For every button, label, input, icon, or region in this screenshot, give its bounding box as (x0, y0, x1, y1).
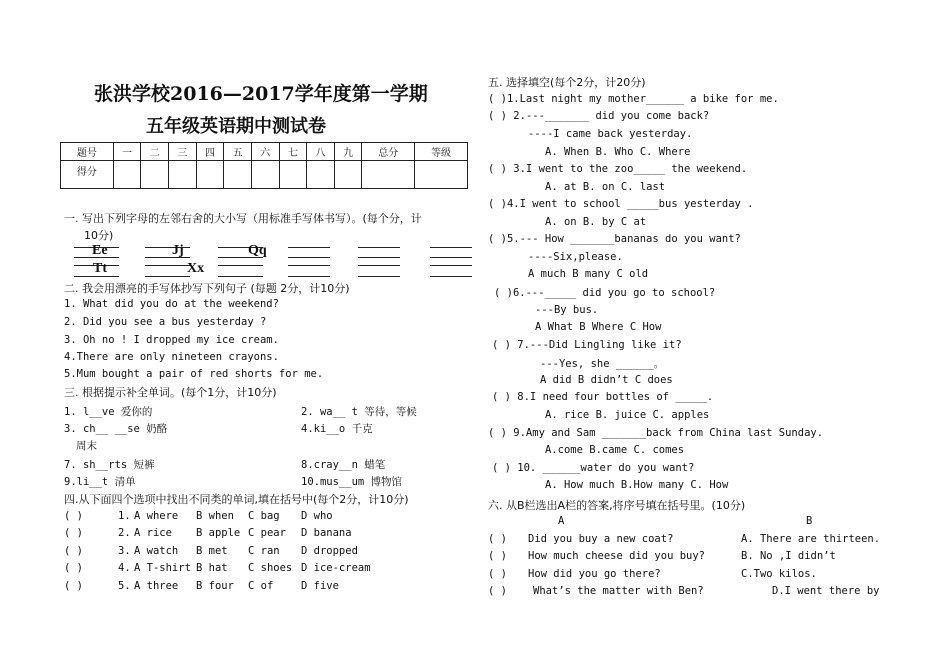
letter-xx: Xx (187, 261, 205, 276)
option-b: B met (196, 545, 228, 557)
mc-options: A. rice B. juice C. apples (545, 409, 710, 421)
word-item: 8.cray__n 蜡笔 (301, 459, 386, 471)
mc-options: A. How much B.How many C. How (545, 479, 729, 491)
option-d: D five (301, 580, 339, 592)
mc-options: A. on B. by C at (545, 216, 647, 228)
section1-heading: 一. 写出下列字母的左邻右舍的大小写（用标准手写体书写）。(每个分，计 (64, 212, 422, 225)
mc-line: ---By bus. (535, 304, 599, 316)
score-input-cell[interactable] (141, 161, 169, 189)
exam-subtitle: 五年级英语期中测试卷 (146, 116, 326, 137)
score-input-cell[interactable] (113, 161, 141, 189)
mc-options: A What B Where C How (535, 321, 662, 333)
item-number: 1. (118, 510, 131, 522)
item-number: 2. (118, 527, 131, 539)
column-b-label: B (806, 515, 813, 527)
mc-line: ( )5.--- How _______bananas do you want? (488, 233, 741, 245)
option-d: D ice-cream (301, 562, 371, 574)
section4-heading: 四.从下面四个选项中找出不同类的单词,填在括号中(每个2分，计10分) (64, 493, 409, 506)
score-table-header-cell: 七 (279, 143, 307, 161)
word-item: 周末 (76, 440, 97, 452)
score-input-cell[interactable] (251, 161, 279, 189)
letter-qq: Qq (248, 243, 267, 258)
column-a-label: A (558, 515, 565, 527)
mc-line: ( ) 10. ______water do you want? (492, 462, 695, 474)
match-paren[interactable]: ( ) (488, 550, 507, 562)
option-c: C of (248, 580, 274, 592)
mc-line: ( )6.---_____ did you go to school? (494, 287, 716, 299)
letter-ee: Ee (92, 243, 108, 258)
mc-line: ( ) 8.I need four bottles of _____. (492, 391, 714, 403)
option-d: D dropped (301, 545, 358, 557)
mc-line: ( ) 2.---_______ did you come back? (488, 110, 710, 122)
score-input-cell[interactable] (334, 161, 362, 189)
score-table-header-cell: 等级 (415, 143, 468, 161)
item-number: 5. (118, 580, 131, 592)
option-b: B when (196, 510, 234, 522)
section6-heading: 六. 从B栏选出A栏的答案,将序号填在括号里。(10分) (488, 499, 746, 512)
match-answer: C.Two kilos. (741, 568, 817, 580)
word-item: 7. sh__rts 短裤 (64, 459, 155, 471)
sentence-item: 2. Did you see a bus yesterday ? (64, 316, 267, 328)
match-paren[interactable]: ( ) (488, 585, 507, 597)
word-item: 3. ch__ __se 奶酪 (64, 423, 168, 435)
match-question: How much cheese did you buy? (528, 550, 706, 562)
section5-heading: 五. 选择填空(每个2分，计20分) (488, 76, 646, 89)
match-question: How did you go there? (528, 568, 661, 580)
option-d: D who (301, 510, 333, 522)
item-number: 4. (118, 562, 131, 574)
score-input-cell[interactable] (169, 161, 197, 189)
mc-options: A did B didn’t C does (540, 374, 673, 386)
score-input-cell[interactable] (279, 161, 307, 189)
score-table-header-cell: 一 (113, 143, 141, 161)
sentence-item: 3. Oh no ! I dropped my ice cream. (64, 334, 279, 346)
mc-line: ----I came back yesterday. (528, 128, 693, 140)
option-a: A rice (134, 527, 172, 539)
section1-heading-cont: 10分) (84, 229, 114, 242)
match-question: What’s the matter with Ben? (533, 585, 704, 597)
section2-heading: 二. 我会用漂亮的手写体抄写下列句子 (每题 2分，计10分) (64, 282, 350, 295)
match-answer: B. No ,I didn’t (741, 550, 836, 562)
option-b: B apple (196, 527, 241, 539)
section3-heading: 三. 根据提示补全单词。(每个1分，计10分) (64, 386, 277, 399)
option-a: A T-shirt (134, 562, 191, 574)
mc-line: ( )1.Last night my mother______ a bike for me. (488, 93, 779, 105)
score-input-cell[interactable] (307, 161, 335, 189)
sentence-item: 4.There are only nineteen crayons. (64, 351, 279, 363)
mc-options: A. When B. Who C. Where (545, 146, 691, 158)
score-table-header-cell: 二 (141, 143, 169, 161)
score-table-header-cell: 九 (334, 143, 362, 161)
score-input-cell[interactable] (196, 161, 224, 189)
score-input-cell[interactable] (415, 161, 468, 189)
score-table (60, 142, 468, 189)
mc-line: ----Six,please. (528, 251, 623, 263)
item-number: 3. (118, 545, 131, 557)
word-item: 4.ki__o 千克 (301, 423, 373, 435)
mc-line: ( ) 9.Amy and Sam _______back from China last Sunday. (488, 427, 824, 439)
word-item: 1. l__ve 爱你的 (64, 406, 153, 418)
mc-options: A. at B. on C. last (545, 181, 666, 193)
option-d: D banana (301, 527, 352, 539)
mc-line: ( )4.I went to school _____bus yesterday . (488, 198, 754, 210)
word-item: 9.li__t 清单 (64, 476, 136, 488)
score-table-header-cell: 六 (251, 143, 279, 161)
mc-line: ( ) 7.---Did Lingling like it? (492, 339, 682, 351)
score-table-header-cell: 总分 (362, 143, 415, 161)
score-table-header-cell: 五 (224, 143, 252, 161)
match-paren[interactable]: ( ) (488, 533, 507, 545)
match-answer: A. There are thirteen. (741, 533, 881, 545)
letter-jj: Jj (172, 243, 184, 258)
answer-paren[interactable]: ( ) (64, 527, 83, 539)
option-c: C bag (248, 510, 280, 522)
score-table-header-cell: 三 (169, 143, 197, 161)
answer-paren[interactable]: ( ) (64, 510, 83, 522)
answer-paren[interactable]: ( ) (64, 580, 83, 592)
option-c: C pear (248, 527, 286, 539)
option-b: B four (196, 580, 234, 592)
score-table-header-cell: 八 (307, 143, 335, 161)
word-item: 2. wa__ t 等待，等候 (301, 406, 417, 418)
score-input-cell[interactable] (362, 161, 415, 189)
option-a: A three (134, 580, 179, 592)
option-c: C ran (248, 545, 280, 557)
answer-paren[interactable]: ( ) (64, 562, 83, 574)
mc-line: ---Yes, she ______。 (540, 358, 665, 370)
option-c: C shoes (248, 562, 293, 574)
answer-paren[interactable]: ( ) (64, 545, 83, 557)
match-answer: D.I went there by (772, 585, 880, 597)
score-label-cell: 得分 (61, 161, 114, 189)
score-input-cell[interactable] (224, 161, 252, 189)
sentence-item: 1. What did you do at the weekend? (64, 298, 279, 310)
page-title: 张洪学校2016—2017学年度第一学期 (94, 83, 428, 105)
score-table-header-cell: 四 (196, 143, 224, 161)
mc-line: ( ) 3.I went to the zoo_____ the weekend. (488, 163, 748, 175)
match-question: Did you buy a new coat? (528, 533, 674, 545)
option-a: A where (134, 510, 179, 522)
match-paren[interactable]: ( ) (488, 568, 507, 580)
word-item: 10.mus__um 博物馆 (301, 476, 403, 488)
option-a: A watch (134, 545, 179, 557)
sentence-item: 5.Mum bought a pair of red shorts for me. (64, 368, 324, 380)
score-table-header-cell: 题号 (61, 143, 114, 161)
mc-options: A much B many C old (528, 268, 649, 280)
option-b: B hat (196, 562, 228, 574)
mc-options: A.come B.came C. comes (545, 444, 685, 456)
letter-tt: Tt (93, 261, 107, 276)
